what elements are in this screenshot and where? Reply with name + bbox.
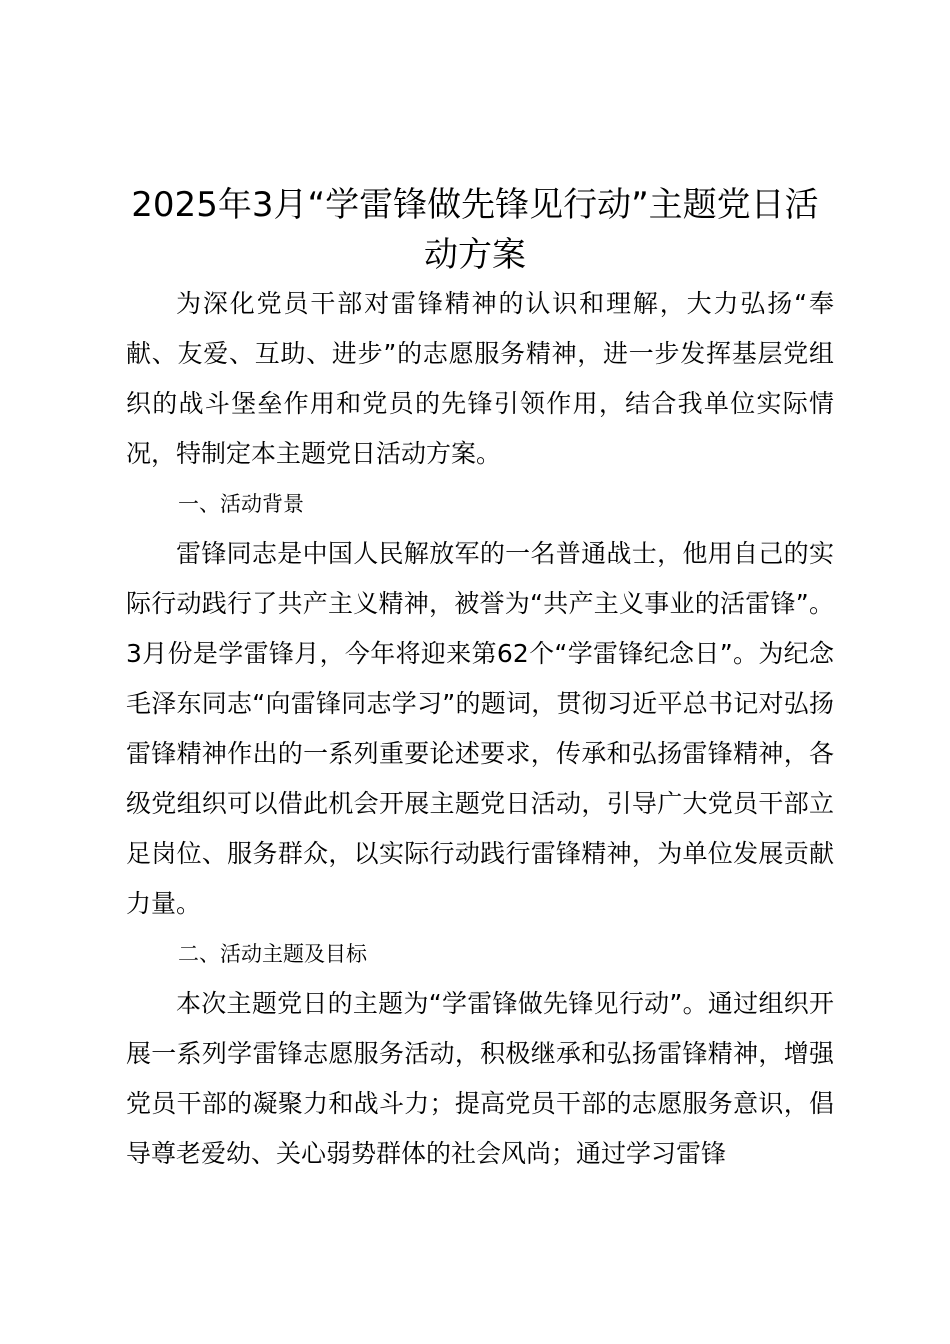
section-heading-background: 一、活动背景 [178, 492, 304, 516]
document-body [126, 279, 834, 1179]
intro-paragraph: 为深化党员干部对雷锋精神的认识和理解，大力弘扬“奉献、友爱、互助、进步”的志愿服务精神，进一步发挥基层党组织的战斗堡垒作用和党员的先锋引领作用，结合我单位实际情况，特制定本主题党日活动方案。 [126, 289, 834, 468]
section-heading-theme-goals: 二、活动主题及目标 [178, 942, 367, 966]
document-title: 2025年3月“学雷锋做先锋见行动”主题党日活动方案 [131, 185, 819, 275]
theme-goals-paragraph: 本次主题党日的主题为“学雷锋做先锋见行动”。通过组织开展一系列学雷锋志愿服务活动，积极继承和弘扬雷锋精神，增强党员干部的凝聚力和战斗力；提高党员干部的志愿服务意识，倡导尊老爱幼、关心弱势群体的社会风尚；通过学习雷锋 [126, 989, 834, 1168]
background-paragraph: 雷锋同志是中国人民解放军的一名普通战士，他用自己的实际行动践行了共产主义精神，被誉为“共产主义事业的活雷锋”。3月份是学雷锋月，今年将迎来第62个“学雷锋纪念日”。为纪念毛泽东同志“向雷锋同志学习”的题词，贯彻习近平总书记对弘扬雷锋精神作出的一系列重要论述要求，传承和弘扬雷锋精神，各级党组织可以借此机会开展主题党日活动，引导广大党员干部立足岗位、服务群众，以实际行动践行雷锋精神，为单位发展贡献力量。 [126, 539, 834, 918]
